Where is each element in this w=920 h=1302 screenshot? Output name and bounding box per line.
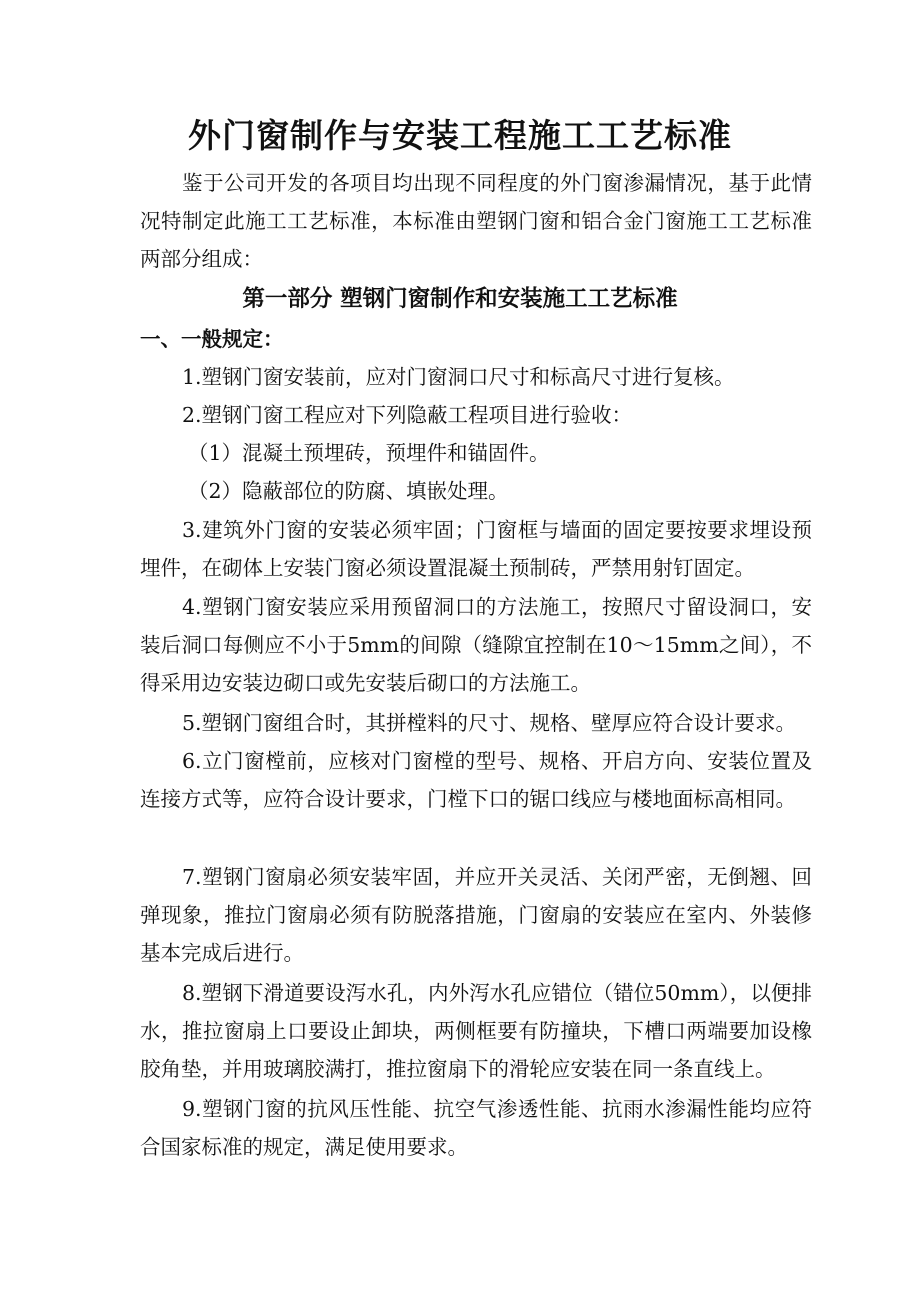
section-one-heading: 一、一般规定： [140,327,284,351]
list-item-2-sub-1: （1）混凝土预埋砖，预埋件和锚固件。 [188,441,550,465]
list-item-2: 2.塑钢门窗工程应对下列隐蔽工程项目进行验收： [182,403,633,427]
list-item-5: 5.塑钢门窗组合时，其拼樘料的尺寸、规格、壁厚应符合设计要求。 [182,711,797,735]
list-item-2-sub-2: （2）隐蔽部位的防腐、填嵌处理。 [188,479,509,503]
part-one-heading: 第一部分 塑钢门窗制作和安装施工工艺标准 [242,286,678,312]
list-item-9: 9.塑钢门窗的抗风压性能、抗空气渗透性能、抗雨水渗漏性能均应符合国家标准的规定，满足使用要求。 [140,1097,812,1159]
document-title: 外门窗制作与安装工程施工工艺标准 [188,116,732,155]
list-item-7: 7.塑钢门窗扇必须安装牢固，并应开关灵活、关闭严密，无倒翘、回弹现象，推拉门窗扇必须有防脱落措施，门窗扇的安装应在室内、外装修基本完成后进行。 [140,865,812,965]
intro-paragraph: 鉴于公司开发的各项目均出现不同程度的外门窗渗漏情况，基于此情况特制定此施工工艺标准，本标准由塑钢门窗和铝合金门窗施工工艺标准两部分组成： [140,171,812,271]
list-item-6: 6.立门窗樘前，应核对门窗樘的型号、规格、开启方向、安装位置及连接方式等，应符合设计要求，门樘下口的锯口线应与楼地面标高相同。 [140,749,812,811]
list-item-4: 4.塑钢门窗安装应采用预留洞口的方法施工，按照尺寸留设洞口，安装后洞口每侧应不小于5mm的间隙（缝隙宜控制在10～15mm之间），不得采用边安装边砌口或先安装后砌口的方法施工。 [140,595,812,695]
list-item-1: 1.塑钢门窗安装前，应对门窗洞口尺寸和标高尺寸进行复核。 [182,365,735,389]
list-item-8: 8.塑钢下滑道要设泻水孔，内外泻水孔应错位（错位50mm），以便排水，推拉窗扇上口要设止卸块，两侧框要有防撞块，下槽口两端要加设橡胶角垫，并用玻璃胶满打，推拉窗扇下的滑轮应安装在同一条直线上。 [140,981,812,1081]
list-item-3: 3.建筑外门窗的安装必须牢固；门窗框与墙面的固定要按要求埋设预埋件，在砌体上安装门窗必须设置混凝土预制砖，严禁用射钉固定。 [140,518,812,580]
